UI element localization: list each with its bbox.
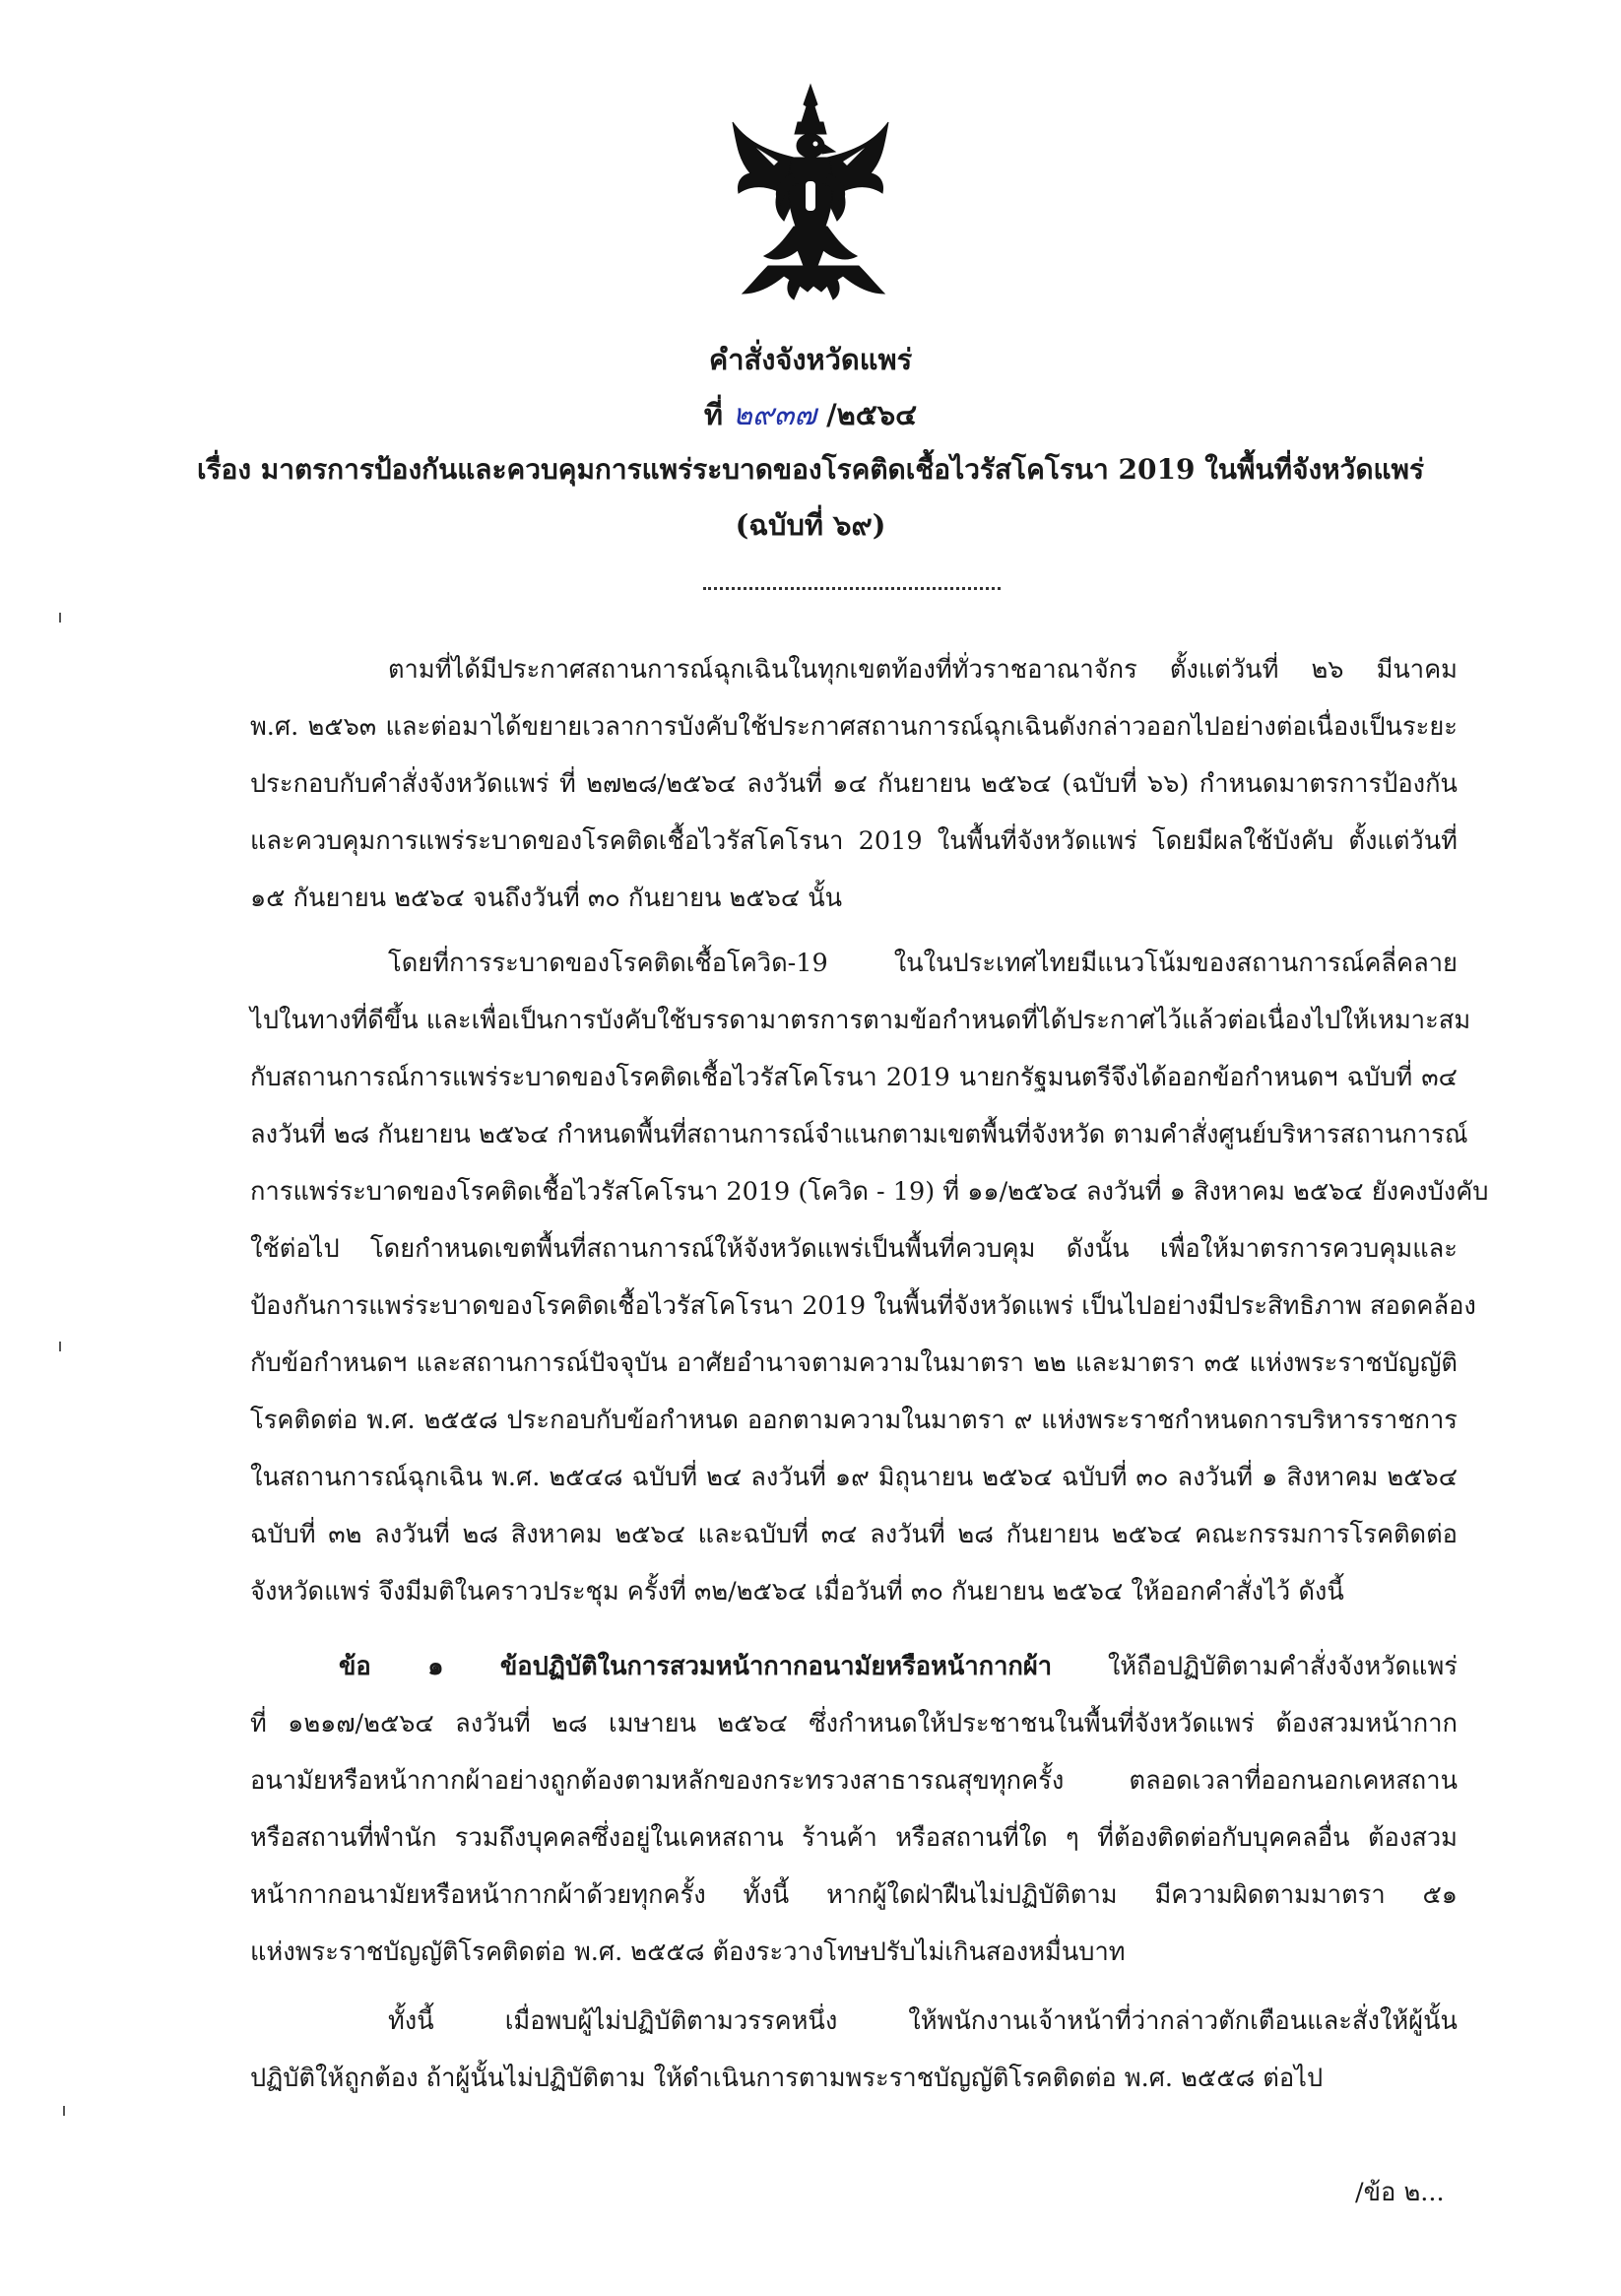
paragraph-1-line: พ.ศ. ๒๕๖๓ และต่อมาได้ขยายเวลาการบังคับใช้ประกาศสถานการณ์ฉุกเฉินดังกล่าวออกไปอย่างต่อเนื่องเป็นระยะ (250, 712, 1458, 742)
scan-margin-mark (59, 613, 61, 623)
next-page-marker: /ข้อ ๒... (1355, 2178, 1445, 2207)
scan-margin-mark (63, 2106, 65, 2116)
paragraph-3-line: ปฏิบัติให้ถูกต้อง ถ้าผู้นั้นไม่ปฏิบัติตาม ให้ดำเนินการตามพระราชบัญญัติโรคติดต่อ พ.ศ. ๒๕๕๘ ต่อไป (250, 2064, 1324, 2093)
edition-number: (ฉบับที่ ๖๙) (735, 508, 886, 542)
garuda-emblem (729, 83, 892, 301)
paragraph-2-line: กับข้อกำหนดฯ และสถานการณ์ปัจจุบัน อาศัยอำนาจตามความในมาตรา ๒๒ และมาตรา ๓๕ แห่งพระราชบัญญัติ (250, 1348, 1458, 1378)
clause-1-line: หรือสถานที่พำนัก รวมถึงบุคคลซึ่งอยู่ในเคหสถาน ร้านค้า หรือสถานที่ใด ๆ ที่ต้องติดต่อกับบุคคลอื่น ต้องสวม (250, 1823, 1458, 1853)
scan-margin-mark (59, 1342, 61, 1351)
document-title: คำสั่งจังหวัดแพร่ (708, 343, 913, 376)
clause-1-line: แห่งพระราชบัญญัติโรคติดต่อ พ.ศ. ๒๕๕๘ ต้องระวางโทษปรับไม่เกินสองหมื่นบาท (250, 1937, 1126, 1967)
paragraph-2-line: การแพร่ระบาดของโรคติดเชื้อไวรัสโคโรนา 2019 (โควิด - 19) ที่ ๑๑/๒๕๖๔ ลงวันที่ ๑ สิงหาคม ๒๕๖๔ ยังคงบังคับ (250, 1177, 1489, 1207)
order-number-handwritten: ๒๙๓๗ (733, 398, 816, 432)
subject-line: เรื่อง มาตรการป้องกันและควบคุมการแพร่ระบาดของโรคติดเชื้อไวรัสโคโรนา 2019 ในพื้นที่จังหวัดแพร่ (196, 453, 1425, 486)
separator-dots (703, 587, 1001, 590)
paragraph-2-line: กับสถานการณ์การแพร่ระบาดของโรคติดเชื้อไวรัสโคโรนา 2019 นายกรัฐมนตรีจึงได้ออกข้อกำหนดฯ ฉบับที่ ๓๔ (250, 1063, 1458, 1092)
paragraph-2-line: ไปในทางที่ดีขึ้น และเพื่อเป็นการบังคับใช้บรรดามาตรการตามข้อกำหนดที่ได้ประกาศไว้แล้วต่อเนื่องไปให้เหมาะสม (250, 1006, 1471, 1035)
paragraph-2-line: ป้องกันการแพร่ระบาดของโรคติดเชื้อไวรัสโคโรนา 2019 ในพื้นที่จังหวัดแพร่ เป็นไปอย่างมีประสิทธิภาพ สอดคล้อง (250, 1291, 1476, 1321)
clause-1-line: อนามัยหรือหน้ากากผ้าอย่างถูกต้องตามหลักของกระทรวงสาธารณสุขทุกครั้ง ตลอดเวลาที่ออกนอกเคหสถาน (250, 1766, 1458, 1796)
order-number (0, 395, 1621, 435)
clause-1-line: ที่ ๑๒๑๗/๒๕๖๔ ลงวันที่ ๒๘ เมษายน ๒๕๖๔ ซึ่งกำหนดให้ประชาชนในพื้นที่จังหวัดแพร่ ต้องสวมหน้ากาก (250, 1709, 1458, 1738)
paragraph-2-line: ในสถานการณ์ฉุกเฉิน พ.ศ. ๒๕๔๘ ฉบับที่ ๒๔ ลงวันที่ ๑๙ มิถุนายน ๒๕๖๔ ฉบับที่ ๓๐ ลงวันที่ ๑ สิงหาคม ๒๕๖๔ (250, 1463, 1458, 1492)
paragraph-1-line: ตามที่ได้มีประกาศสถานการณ์ฉุกเฉินในทุกเขตท้องที่ทั่วราชอาณาจักร ตั้งแต่วันที่ ๒๖ มีนาคม (388, 655, 1458, 685)
paragraph-2-line: ใช้ต่อไป โดยกำหนดเขตพื้นที่สถานการณ์ให้จังหวัดแพร่เป็นพื้นที่ควบคุม ดังนั้น เพื่อให้มาตรการควบคุมและ (250, 1234, 1458, 1264)
paragraph-3-line: ทั้งนี้ เมื่อพบผู้ไม่ปฏิบัติตามวรรคหนึ่ง ให้พนักงานเจ้าหน้าที่ว่ากล่าวตักเตือนและสั่งให้ผู้นั้น (388, 2006, 1458, 2036)
paragraph-1-line: ประกอบกับคำสั่งจังหวัดแพร่ ที่ ๒๗๒๘/๒๕๖๔ ลงวันที่ ๑๔ กันยายน ๒๕๖๔ (ฉบับที่ ๖๖) กำหนดมาตรการป้องกัน (250, 769, 1458, 799)
paragraph-2-line: ลงวันที่ ๒๘ กันยายน ๒๕๖๔ กำหนดพื้นที่สถานการณ์จำแนกตามเขตพื้นที่จังหวัด ตามคำสั่งศูนย์บริหารสถานการณ์ (250, 1120, 1468, 1149)
paragraph-2-line: จังหวัดแพร่ จึงมีมติในคราวประชุม ครั้งที่ ๓๒/๒๕๖๔ เมื่อวันที่ ๓๐ กันยายน ๒๕๖๔ ให้ออกคำสั่งไว้ ดังนี้ (250, 1577, 1344, 1607)
clause-1-first-line-rest: ให้ถือปฏิบัติตามคำสั่งจังหวัดแพร่ (1052, 1652, 1458, 1681)
order-prefix: ที่ (703, 398, 724, 431)
paragraph-1-line: และควบคุมการแพร่ระบาดของโรคติดเชื้อไวรัสโคโรนา 2019 ในพื้นที่จังหวัดแพร่ โดยมีผลใช้บังคับ ตั้งแต่วันที่ (250, 826, 1458, 856)
paragraph-2-line: โรคติดต่อ พ.ศ. ๒๕๕๘ ประกอบกับข้อกำหนด ออกตามความในมาตรา ๙ แห่งพระราชกำหนดการบริหารราชการ (250, 1406, 1458, 1435)
paragraph-2-line: ฉบับที่ ๓๒ ลงวันที่ ๒๘ สิงหาคม ๒๕๖๔ และฉบับที่ ๓๔ ลงวันที่ ๒๘ กันยายน ๒๕๖๔ คณะกรรมการโรคติดต่อ (250, 1520, 1458, 1549)
clause-1-first-line (0, 1647, 1621, 1686)
clause-1-line: หน้ากากอนามัยหรือหน้ากากผ้าด้วยทุกครั้ง ทั้งนี้ หากผู้ใดฝ่าฝืนไม่ปฏิบัติตาม มีความผิดตามมาตรา ๕๑ (250, 1880, 1458, 1910)
clause-1-heading: ข้อ ๑ ข้อปฏิบัติในการสวมหน้ากากอนามัยหรือหน้ากากผ้า (339, 1652, 1053, 1681)
paragraph-1-line: ๑๕ กันยายน ๒๕๖๔ จนถึงวันที่ ๓๐ กันยายน ๒๕๖๔ นั้น (250, 884, 843, 913)
paragraph-2-line: โดยที่การระบาดของโรคติดเชื้อโควิด-19 ในในประเทศไทยมีแนวโน้มของสถานการณ์คลี่คลาย (388, 949, 1458, 978)
order-year: /๒๕๖๔ (826, 398, 918, 431)
